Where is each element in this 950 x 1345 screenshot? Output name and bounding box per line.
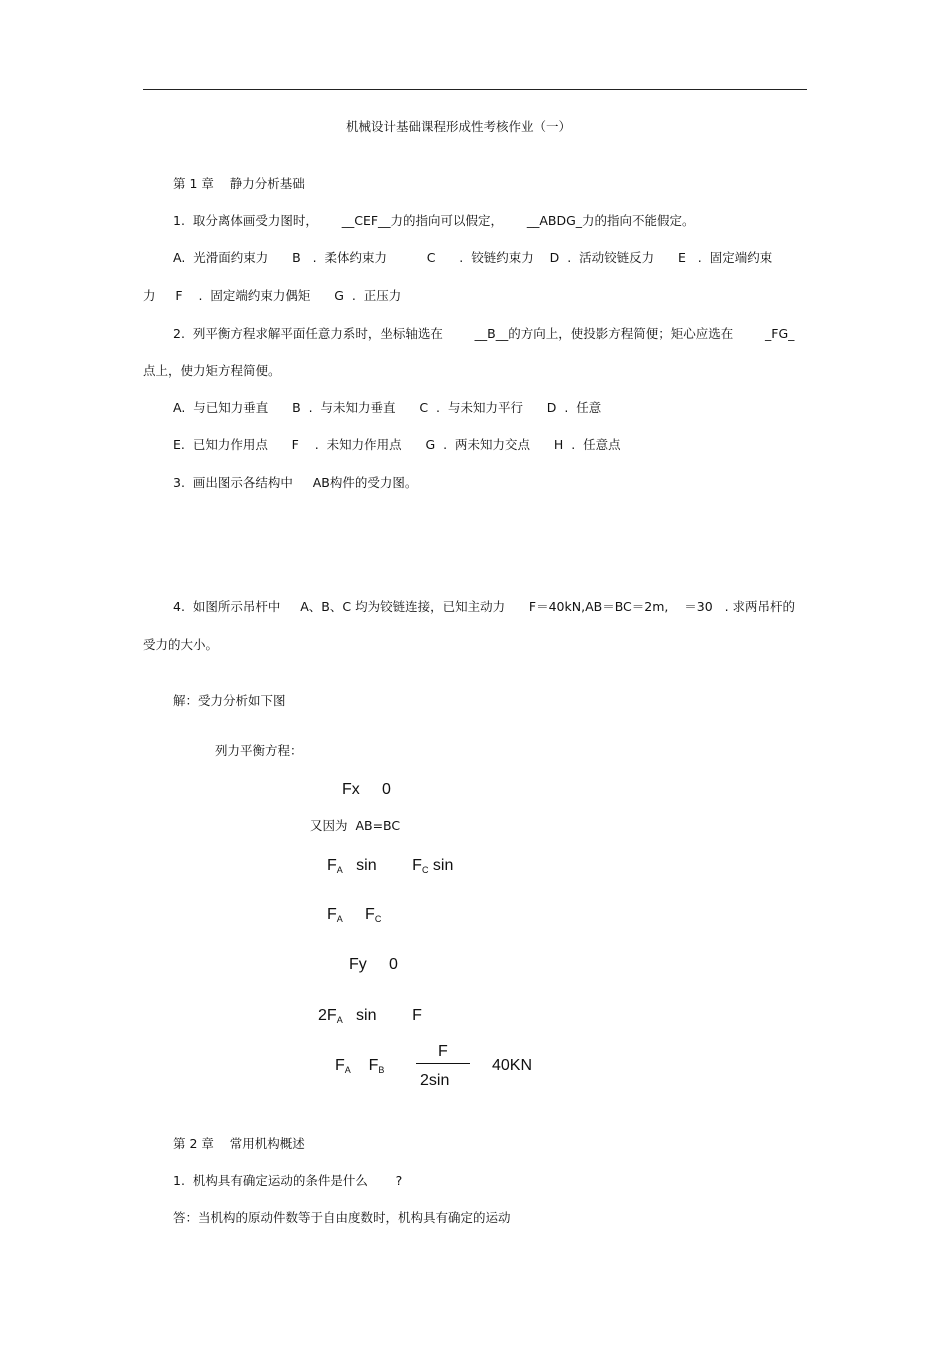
equation-intro: 列力平衡方程： bbox=[215, 743, 303, 758]
question-4-line1: 4. 如图所示吊杆中 A、B、C 均为铰链连接，已知主动力 F＝40kN,AB＝BC＝2m, ＝30 . 求两吊杆的 bbox=[173, 599, 796, 614]
doc-title: 机械设计基础课程形成性考核作业（一） bbox=[346, 119, 572, 134]
equation-fy: Fy 0 bbox=[349, 956, 398, 973]
equation-2fa-sin-f: $2F_A$ sin F bbox=[318, 1007, 422, 1025]
because-ab-bc: 又因为 AB=BC bbox=[310, 818, 401, 833]
fraction-denominator: 2sin bbox=[420, 1072, 450, 1089]
solution-intro: 解：受力分析如下图 bbox=[173, 693, 286, 708]
header-rule bbox=[143, 89, 807, 90]
question-1: 1. 取分离体画受力图时， __CEF__力的指向可以假定， __ABDG_力的指向不能假定。 bbox=[173, 213, 695, 228]
equation-fa-fb: $F_A$ $F_B$ bbox=[335, 1057, 385, 1075]
chapter1-heading: 第 1 章 静力分析基础 bbox=[173, 176, 305, 191]
question-2-line1: 2. 列平衡方程求解平面任意力系时，坐标轴选在 __B__的方向上，使投影方程简便；矩心应选在 _FG_ bbox=[173, 326, 795, 341]
fraction-numerator: F bbox=[438, 1043, 448, 1060]
equation-fa-fc: $F_A$ $F_C$ bbox=[327, 906, 382, 924]
question-3: 3. 画出图示各结构中 AB构件的受力图。 bbox=[173, 475, 418, 490]
equation-fx: Fx 0 bbox=[342, 781, 391, 798]
equation-result: 40KN bbox=[492, 1057, 533, 1074]
question-1-options-line1: A. 光滑面约束力 B . 柔体约束力 C . 铰链约束力 D . 活动铰链反力 E . 固定端约束 bbox=[173, 250, 773, 265]
chapter2-question-1: 1. 机构具有确定运动的条件是什么 ? bbox=[173, 1173, 403, 1188]
equation-fa-sin-fc-sin: $F_A$ sin $F_C$ sin bbox=[327, 857, 454, 875]
question-1-options-line2: 力 F . 固定端约束力偶矩 G . 正压力 bbox=[143, 288, 402, 303]
fraction-bar bbox=[416, 1063, 470, 1064]
question-2-line2: 点上，使力矩方程简便。 bbox=[143, 363, 281, 378]
question-2-options-line2: E. 已知力作用点 F . 未知力作用点 G . 两未知力交点 H . 任意点 bbox=[173, 437, 621, 452]
chapter2-heading: 第 2 章 常用机构概述 bbox=[173, 1136, 305, 1151]
question-2-options-line1: A. 与已知力垂直 B . 与未知力垂直 C . 与未知力平行 D . 任意 bbox=[173, 400, 602, 415]
question-4-line2: 受力的大小。 bbox=[143, 637, 219, 652]
chapter2-answer-1: 答：当机构的原动件数等于自由度数时，机构具有确定的运动 bbox=[173, 1210, 511, 1225]
